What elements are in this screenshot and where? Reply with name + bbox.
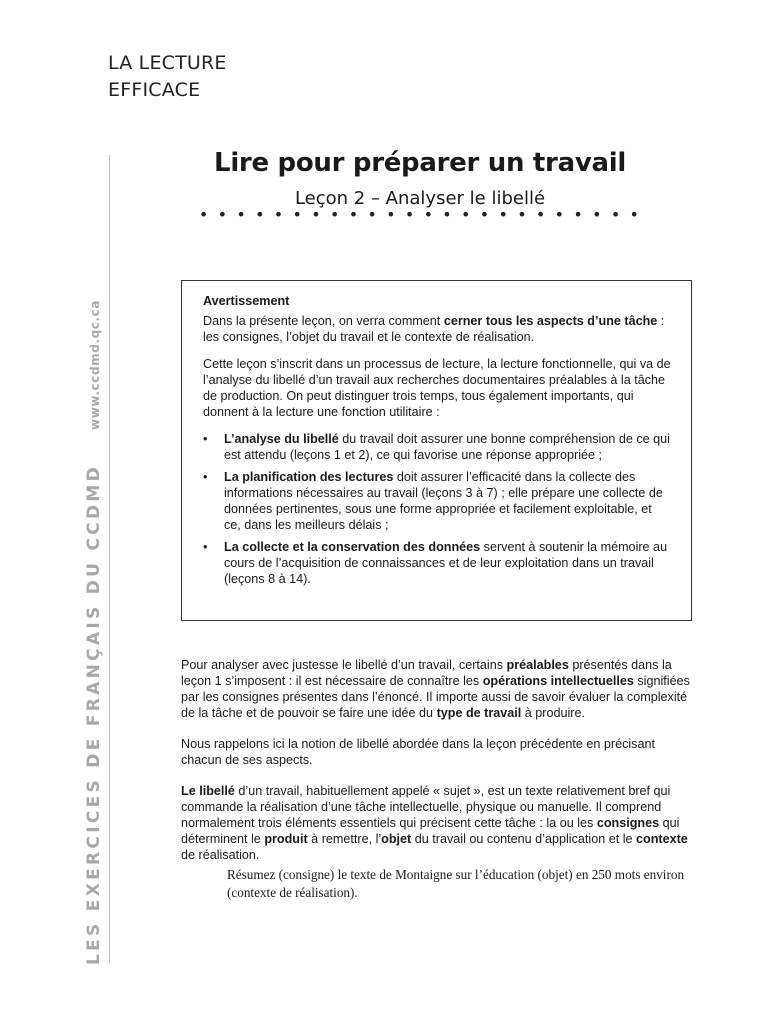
text-run: d’un travail, habituellement appelé « sujet », est un texte relativement bref qui commande la réalisation d’une tâche intellectuelle, physique ou manuelle. Il comprend normalement trois éléments essentiels qui précisent cette tâche : la ou les xyxy=(181,784,671,830)
emphasis: cerner tous les aspects d’une tâche xyxy=(443,314,658,328)
text-run: présentés dans la leçon 1 s’imposent : il est nécessaire de connaître les xyxy=(181,658,672,688)
body-paragraph-1 xyxy=(181,657,693,721)
text-run: Pour analyser avec justesse le libellé d’un travail, certains xyxy=(181,658,507,672)
body-paragraph-2: Nous rappelons ici la notion de libellé abordée dans la leçon précédente en précisant chacun de ses aspects. xyxy=(181,737,655,767)
series-name: LES EXERCICES DE FRANÇAIS DU CCDMD xyxy=(84,463,104,965)
emphasis: Le libellé xyxy=(181,784,235,798)
emphasis: La planification des lectures xyxy=(224,470,394,484)
notice-box xyxy=(181,280,692,621)
notice-title: Avertissement xyxy=(203,294,290,308)
list-item xyxy=(203,539,671,587)
website-url: www.ccdmd.qc.ca xyxy=(88,299,102,430)
emphasis: La collecte et la conservation des données xyxy=(224,540,481,554)
emphasis: produit xyxy=(264,832,308,846)
main-body xyxy=(181,657,693,902)
emphasis: contexte xyxy=(636,832,688,846)
sidebar-vertical-text xyxy=(84,300,104,965)
body-paragraph-3 xyxy=(181,783,693,863)
notice-paragraph-2: Cette leçon s’inscrit dans un processus de lecture, la lecture fonctionnelle, qui va de l’analyse du libellé d’un travail aux recherches documentaires préalables à la tâche de production. On peut distinguer trois temps, tous également importants, qui donnent à la lecture une fonction utilitaire : xyxy=(203,357,671,419)
text-run: à remettre, l’ xyxy=(307,832,382,846)
emphasis: consignes xyxy=(596,816,660,830)
page-title: Lire pour préparer un travail xyxy=(214,148,626,178)
emphasis: objet xyxy=(381,832,412,846)
header-line-1: LA LECTURE xyxy=(108,52,227,74)
text-run: qui déterminent le xyxy=(181,816,680,846)
list-item xyxy=(203,469,671,533)
emphasis: L’analyse du libellé xyxy=(224,432,339,446)
emphasis: préalables xyxy=(506,658,569,672)
emphasis: opérations intellectuelles xyxy=(482,674,634,688)
text-run: Dans la présente leçon, on verra comment xyxy=(203,314,444,328)
title-block xyxy=(0,148,768,224)
text-run: signifiées par les consignes présentes dans l’énoncé. Il importe aussi de savoir évaluer la complexité de la tâche et de pouvoir se faire une idée du xyxy=(181,674,690,720)
text-run: du travail ou contenu d’application et le xyxy=(411,832,637,846)
page-header xyxy=(108,50,227,104)
text-run: : les consignes, l’objet du travail et le contexte de réalisation. xyxy=(203,314,665,344)
text-run: servent à soutenir la mémoire au cours de l’acquisition de connaissances et de leur exploitation dans un travail (leçons 8 à 14). xyxy=(224,540,668,586)
bullet-icon: • xyxy=(203,540,208,554)
example-quote: Résumez (consigne) le texte de Montaigne sur l’éducation (objet) en 250 mots environ (contexte de réalisation). xyxy=(227,867,685,900)
bullet-icon: • xyxy=(203,432,208,446)
sidebar-divider xyxy=(109,155,110,963)
lesson-subtitle: Leçon 2 – Analyser le libellé xyxy=(294,188,546,209)
emphasis: type de travail xyxy=(436,706,522,720)
text-run: doit assurer l’efficacité dans la collecte des informations nécessaires au travail (leçons 3 à 7) ; elle prépare une collecte de données pertinentes, sous une forme appropriée et facilement exploitable, et ce, dans les meilleurs délais ; xyxy=(224,470,663,532)
notice-list xyxy=(203,431,671,587)
header-line-2: EFFICACE xyxy=(108,79,201,101)
text-run: du travail doit assurer une bonne compréhension de ce qui est attendu (leçons 1 et 2), ce qui favorise une réponse appropriée ; xyxy=(224,432,670,462)
list-item xyxy=(203,431,671,463)
text-run: de réalisation. xyxy=(181,848,260,862)
bullet-icon: • xyxy=(203,470,208,484)
notice-paragraph-1 xyxy=(203,313,671,345)
text-run: à produire. xyxy=(521,706,585,720)
dotted-separator: • • • • • • • • • • • • • • • • • • • • • • • • xyxy=(198,205,642,224)
